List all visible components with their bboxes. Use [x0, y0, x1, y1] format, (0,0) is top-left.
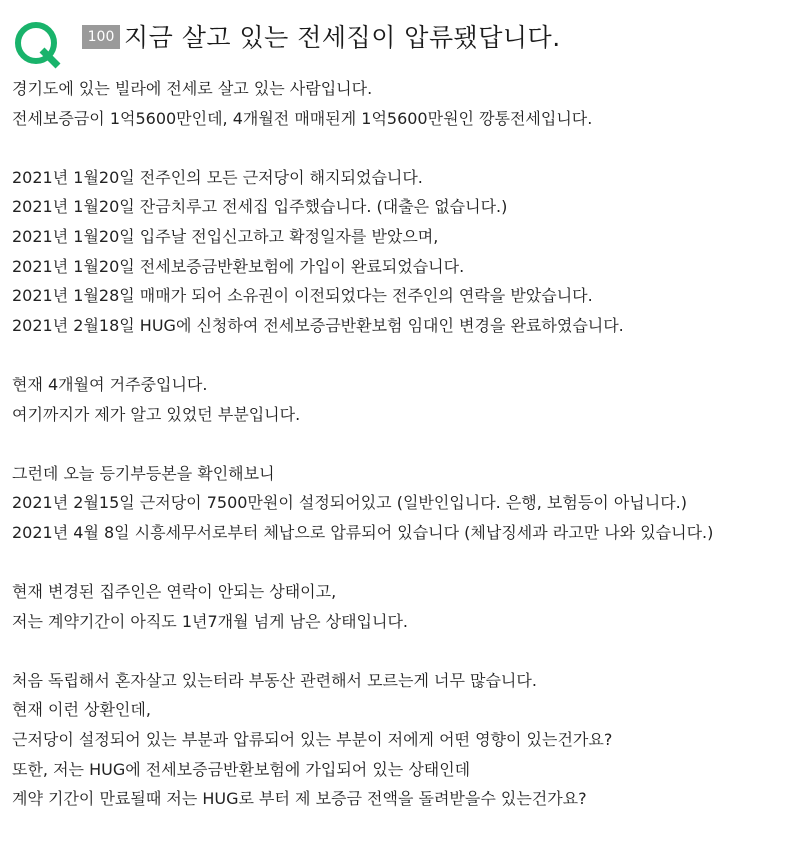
view-count-badge: 100: [82, 25, 120, 49]
body-line: 2021년 1월20일 잔금치루고 전세집 입주했습니다. (대출은 없습니다.): [12, 197, 508, 217]
body-line: 2021년 2월15일 근저당이 7500만원이 설정되어있고 (일반인입니다. 은행, 보험등이 아닙니다.): [12, 493, 687, 513]
q-question-icon: [12, 20, 66, 70]
body-line: 계약 기간이 만료될때 저는 HUG로 부터 제 보증금 전액을 돌려받을수 있는건가요?: [12, 789, 587, 809]
body-line: 2021년 1월20일 전세보증금반환보험에 가입이 완료되었습니다.: [12, 256, 465, 276]
body-line: 2021년 2월18일 HUG에 신청하여 전세보증금반환보험 임대인 변경을 완료하였습니다.: [12, 315, 624, 335]
question-body: [12, 74, 784, 814]
question-header: [12, 16, 792, 66]
body-line: 현재 4개월여 거주중입니다.: [12, 374, 208, 394]
question-title: 지금 살고 있는 전세집이 압류됐답니다.: [124, 23, 561, 52]
body-line: 2021년 1월28일 매매가 되어 소유권이 이전되었다는 전주인의 연락을 받았습니다.: [12, 286, 593, 306]
body-line: 경기도에 있는 빌라에 전세로 살고 있는 사람입니다.: [12, 79, 373, 98]
body-line: 현재 이런 상환인데,: [12, 700, 151, 720]
body-line: [12, 548, 784, 578]
body-line: [12, 429, 784, 459]
body-line: 2021년 1월20일 입주날 전입신고하고 확정일자를 받았으며,: [12, 226, 439, 246]
body-line: [12, 133, 784, 163]
body-line: 처음 독립해서 혼자살고 있는터라 부동산 관련해서 모르는게 너무 많습니다.: [12, 670, 537, 690]
body-line: [12, 636, 784, 666]
body-line: 전세보증금이 1억5600만인데, 4개월전 매매된게 1억5600만원인 깡통전세입니다.: [12, 108, 593, 128]
body-line: 2021년 4월 8일 시흥세무서로부터 체납으로 압류되어 있습니다 (체납징세과 라고만 나와 있습니다.): [12, 522, 714, 542]
body-line: 여기까지가 제가 알고 있었던 부분입니다.: [12, 404, 301, 424]
body-line: 저는 계약기간이 아직도 1년7개월 넘게 남은 상태입니다.: [12, 611, 408, 631]
body-line: 근저당이 설정되어 있는 부분과 압류되어 있는 부분이 저에게 어떤 영향이 있는건가요?: [12, 730, 613, 750]
body-line: [12, 340, 784, 370]
body-line: 2021년 1월20일 전주인의 모든 근저당이 해지되었습니다.: [12, 167, 423, 187]
body-line: 또한, 저는 HUG에 전세보증금반환보험에 가입되어 있는 상태인데: [12, 759, 471, 779]
body-line: 그런데 오늘 등기부등본을 확인해보니: [12, 463, 275, 483]
body-line: 현재 변경된 집주인은 연락이 안되는 상태이고,: [12, 582, 337, 602]
